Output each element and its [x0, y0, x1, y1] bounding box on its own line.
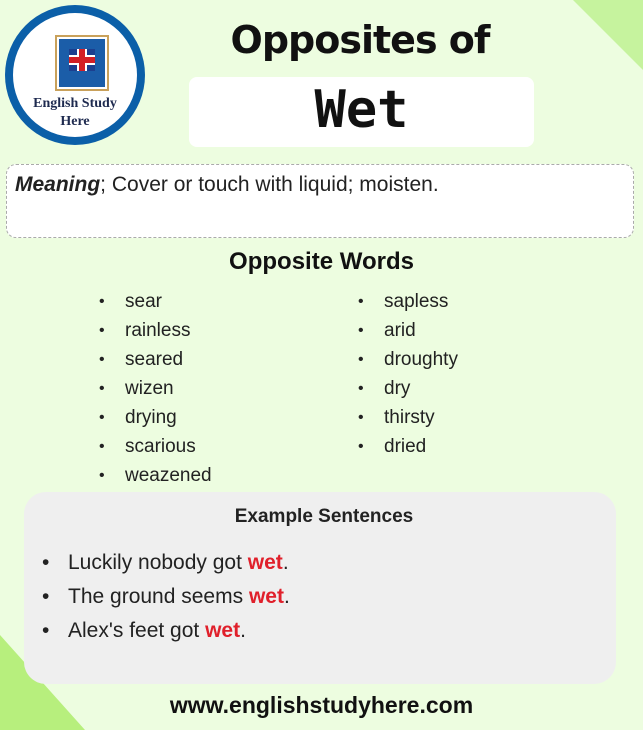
example-sentence — [38, 614, 290, 648]
book-flag-icon — [57, 37, 107, 89]
list-item: • weazened — [99, 461, 212, 490]
sentence-text: Luckily nobody got — [68, 551, 248, 574]
example-sentences-title: Example Sentences — [234, 506, 414, 527]
meaning-definition: Cover or touch with liquid; moisten. — [106, 173, 439, 196]
example-sentence — [38, 580, 290, 614]
meaning-label: Meaning — [15, 173, 101, 196]
opposite-words-list-left — [99, 287, 212, 490]
example-sentences-list — [38, 546, 290, 648]
sentence-text: Alex's feet got — [68, 619, 206, 642]
example-sentences-box — [24, 492, 616, 684]
sentence-end: . — [282, 551, 289, 574]
meaning-separator: ; — [100, 173, 107, 196]
highlighted-word: wet — [248, 585, 284, 608]
sentence-end: . — [283, 585, 290, 608]
list-item: • dried — [358, 432, 458, 461]
meaning-box — [6, 164, 634, 238]
sentence-end: . — [240, 619, 246, 642]
list-item: • sapless — [358, 287, 458, 316]
list-item: • scarious — [99, 432, 212, 461]
list-item: • seared — [99, 345, 212, 374]
corner-decoration-top-right — [573, 0, 643, 70]
list-item: • wizen — [99, 374, 212, 403]
logo-inner-circle — [13, 13, 137, 137]
opposite-words-list-right — [358, 287, 458, 461]
uk-flag-icon — [69, 49, 95, 71]
logo-text — [13, 95, 137, 131]
list-item: • sear — [99, 287, 212, 316]
list-item: • arid — [358, 316, 458, 345]
meaning-text — [15, 173, 439, 197]
list-item: • rainless — [99, 316, 212, 345]
list-item: • drying — [99, 403, 212, 432]
list-item: • thirsty — [358, 403, 458, 432]
logo-text-line1: English Study — [33, 96, 117, 111]
list-item: • droughty — [358, 345, 458, 374]
logo-text-line2: Here — [60, 114, 90, 129]
opposite-words-title: Opposite Words — [229, 248, 414, 275]
headword: Wet — [314, 80, 409, 140]
highlighted-word: wet — [247, 551, 283, 574]
page-title: Opposites of — [230, 18, 490, 62]
list-item: • dry — [358, 374, 458, 403]
footer-url: www.englishstudyhere.com — [169, 692, 474, 718]
example-sentence — [38, 546, 290, 580]
site-logo — [5, 5, 145, 145]
highlighted-word: wet — [205, 619, 241, 642]
word-box — [189, 77, 534, 147]
sentence-text: The ground seems — [68, 585, 249, 608]
